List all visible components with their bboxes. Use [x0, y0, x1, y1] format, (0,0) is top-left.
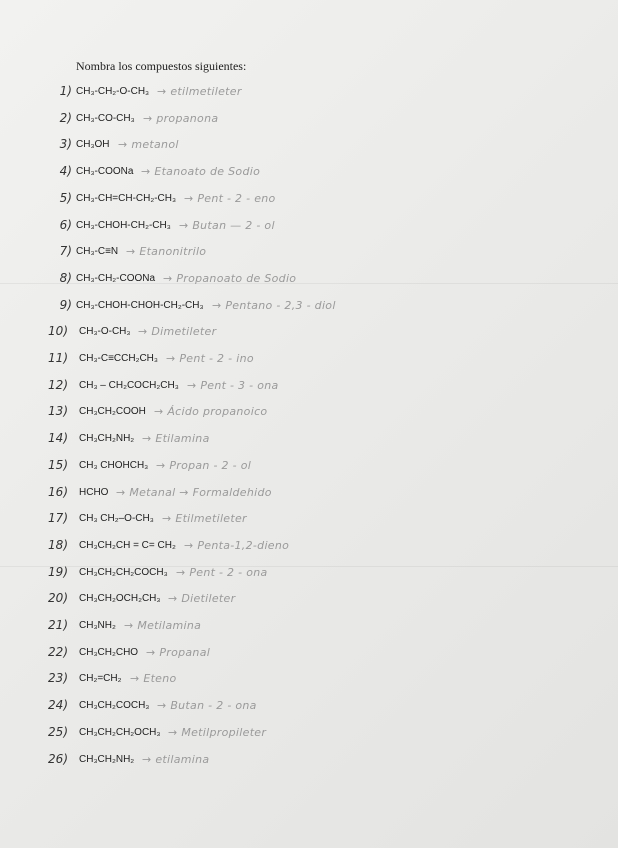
chemical-formula: CH₃-CHOH-CHOH-CH₂-CH₃ [76, 300, 204, 311]
exercise-row [0, 111, 618, 131]
handwritten-answer: → Pent - 2 - eno [184, 192, 276, 205]
exercise-number: 19) [48, 565, 68, 579]
exercise-number: 5) [59, 191, 72, 205]
chemical-formula: CH₃CH₂CH₂COCH₃ [79, 567, 168, 578]
handwritten-answer: → Propanal [146, 646, 211, 659]
exercise-row [0, 191, 618, 211]
exercise-row [0, 137, 618, 157]
handwritten-answer: → propanona [143, 112, 219, 125]
exercise-row [0, 298, 618, 318]
handwritten-answer: → etilmetileter [157, 85, 242, 98]
handwritten-answer: → Pent - 2 - ino [166, 352, 254, 365]
handwritten-answer: → Dietileter [168, 592, 236, 605]
exercise-number: 18) [48, 538, 68, 552]
exercise-number: 9) [59, 298, 72, 312]
chemical-formula: CH₃NH₂ [79, 620, 116, 631]
exercise-number: 23) [48, 671, 68, 685]
exercise-row [0, 725, 618, 745]
handwritten-answer: → Pent - 2 - ona [176, 566, 268, 579]
exercise-number: 24) [48, 698, 68, 712]
exercise-number: 20) [48, 591, 68, 605]
exercise-row [0, 458, 618, 478]
worksheet-title: Nombra los compuestos siguientes: [76, 59, 247, 73]
handwritten-answer: → Propanoato de Sodio [163, 272, 297, 285]
exercise-row [0, 84, 618, 104]
chemical-formula: CH₃CH₂OCH₂CH₃ [79, 593, 161, 604]
exercise-row [0, 164, 618, 184]
exercise-row [0, 218, 618, 238]
chemical-formula: CH₃-CH₂-O-CH₃ [76, 86, 150, 97]
chemical-formula: CH₃ CHOHCH₃ [79, 460, 149, 471]
handwritten-answer: → Metilamina [124, 619, 202, 632]
handwritten-answer: → Etilmetileter [162, 512, 247, 525]
chemical-formula: CH₃ – CH₂COCH₂CH₃ [79, 380, 179, 391]
chemical-formula: CH₃-CHOH-CH₂-CH₃ [76, 220, 171, 231]
handwritten-answer: → Penta-1,2-dieno [184, 539, 290, 552]
chemical-formula: CH₃-O-CH₃ [79, 326, 131, 337]
exercise-row [0, 324, 618, 344]
exercise-row [0, 538, 618, 558]
exercise-number: 17) [48, 511, 68, 525]
exercise-number: 11) [48, 351, 68, 365]
exercise-row [0, 378, 618, 398]
exercise-row [0, 698, 618, 718]
exercise-row [0, 511, 618, 531]
handwritten-answer: → Ácido propanoico [154, 405, 268, 418]
handwritten-answer: → Dimetileter [138, 325, 217, 338]
exercise-number: 8) [59, 271, 72, 285]
handwritten-answer: → Propan - 2 - ol [156, 459, 252, 472]
exercise-number: 13) [48, 404, 68, 418]
chemical-formula: CH₃-CH=CH-CH₂-CH₃ [76, 193, 177, 204]
exercise-row [0, 618, 618, 638]
handwritten-answer: → Pentano - 2,3 - diol [212, 299, 336, 312]
chemical-formula: CH₃CH₂NH₂ [79, 754, 135, 765]
handwritten-answer: → Pent - 3 - ona [187, 379, 279, 392]
handwritten-answer: → Butan — 2 - ol [179, 219, 275, 232]
handwritten-answer: → metanol [118, 138, 179, 151]
exercise-number: 3) [59, 137, 72, 151]
exercise-row [0, 645, 618, 665]
exercise-number: 4) [59, 164, 72, 178]
handwritten-answer: → Etilamina [142, 432, 210, 445]
chemical-formula: CH₃CH₂CH = C= CH₂ [79, 540, 176, 551]
exercise-row [0, 671, 618, 691]
chemical-formula: CH₃CH₂COCH₃ [79, 700, 150, 711]
exercise-number: 6) [59, 218, 72, 232]
exercise-row [0, 752, 618, 772]
exercise-row [0, 404, 618, 424]
chemical-formula: CH₃-C≡CCH₂CH₃ [79, 353, 158, 364]
chemical-formula: CH₂=CH₂ [79, 673, 122, 684]
exercise-number: 25) [48, 725, 68, 739]
handwritten-answer: → Eteno [130, 672, 177, 685]
chemical-formula: CH₃-COONa [76, 166, 134, 177]
exercise-number: 7) [59, 244, 72, 258]
chemical-formula: CH₃CH₂CH₂OCH₃ [79, 727, 161, 738]
exercise-row [0, 485, 618, 505]
chemical-formula: CH₃OH [76, 139, 110, 150]
exercise-number: 16) [48, 485, 68, 499]
handwritten-answer: → Butan - 2 - ona [157, 699, 257, 712]
handwritten-answer: → Metanal → Formaldehido [116, 486, 272, 499]
exercise-number: 2) [59, 111, 72, 125]
chemical-formula: CH₃-CO-CH₃ [76, 113, 135, 124]
exercise-number: 1) [59, 84, 72, 98]
exercise-row [0, 244, 618, 264]
exercise-row [0, 431, 618, 451]
exercise-number: 15) [48, 458, 68, 472]
exercise-number: 21) [48, 618, 68, 632]
handwritten-answer: → Metilpropileter [168, 726, 267, 739]
exercise-row [0, 271, 618, 291]
exercise-number: 10) [48, 324, 68, 338]
chemical-formula: CH₃CH₂CHO [79, 647, 139, 658]
exercise-row [0, 591, 618, 611]
exercise-row [0, 565, 618, 585]
chemical-formula: CH₃ CH₂–O-CH₃ [79, 513, 154, 524]
exercise-number: 22) [48, 645, 68, 659]
chemical-formula: CH₃-CH₂-COONa [76, 273, 156, 284]
handwritten-answer: → Etanonitrilo [126, 245, 207, 258]
handwritten-answer: → Etanoato de Sodio [141, 165, 261, 178]
exercise-number: 26) [48, 752, 68, 766]
chemical-formula: CH₃CH₂NH₂ [79, 433, 135, 444]
exercise-row [0, 351, 618, 371]
chemical-formula: HCHO [79, 487, 109, 498]
chemical-formula: CH₃CH₂COOH [79, 406, 146, 417]
exercise-number: 12) [48, 378, 68, 392]
exercise-number: 14) [48, 431, 68, 445]
chemical-formula: CH₃-C≡N [76, 246, 119, 257]
handwritten-answer: → etilamina [142, 753, 210, 766]
